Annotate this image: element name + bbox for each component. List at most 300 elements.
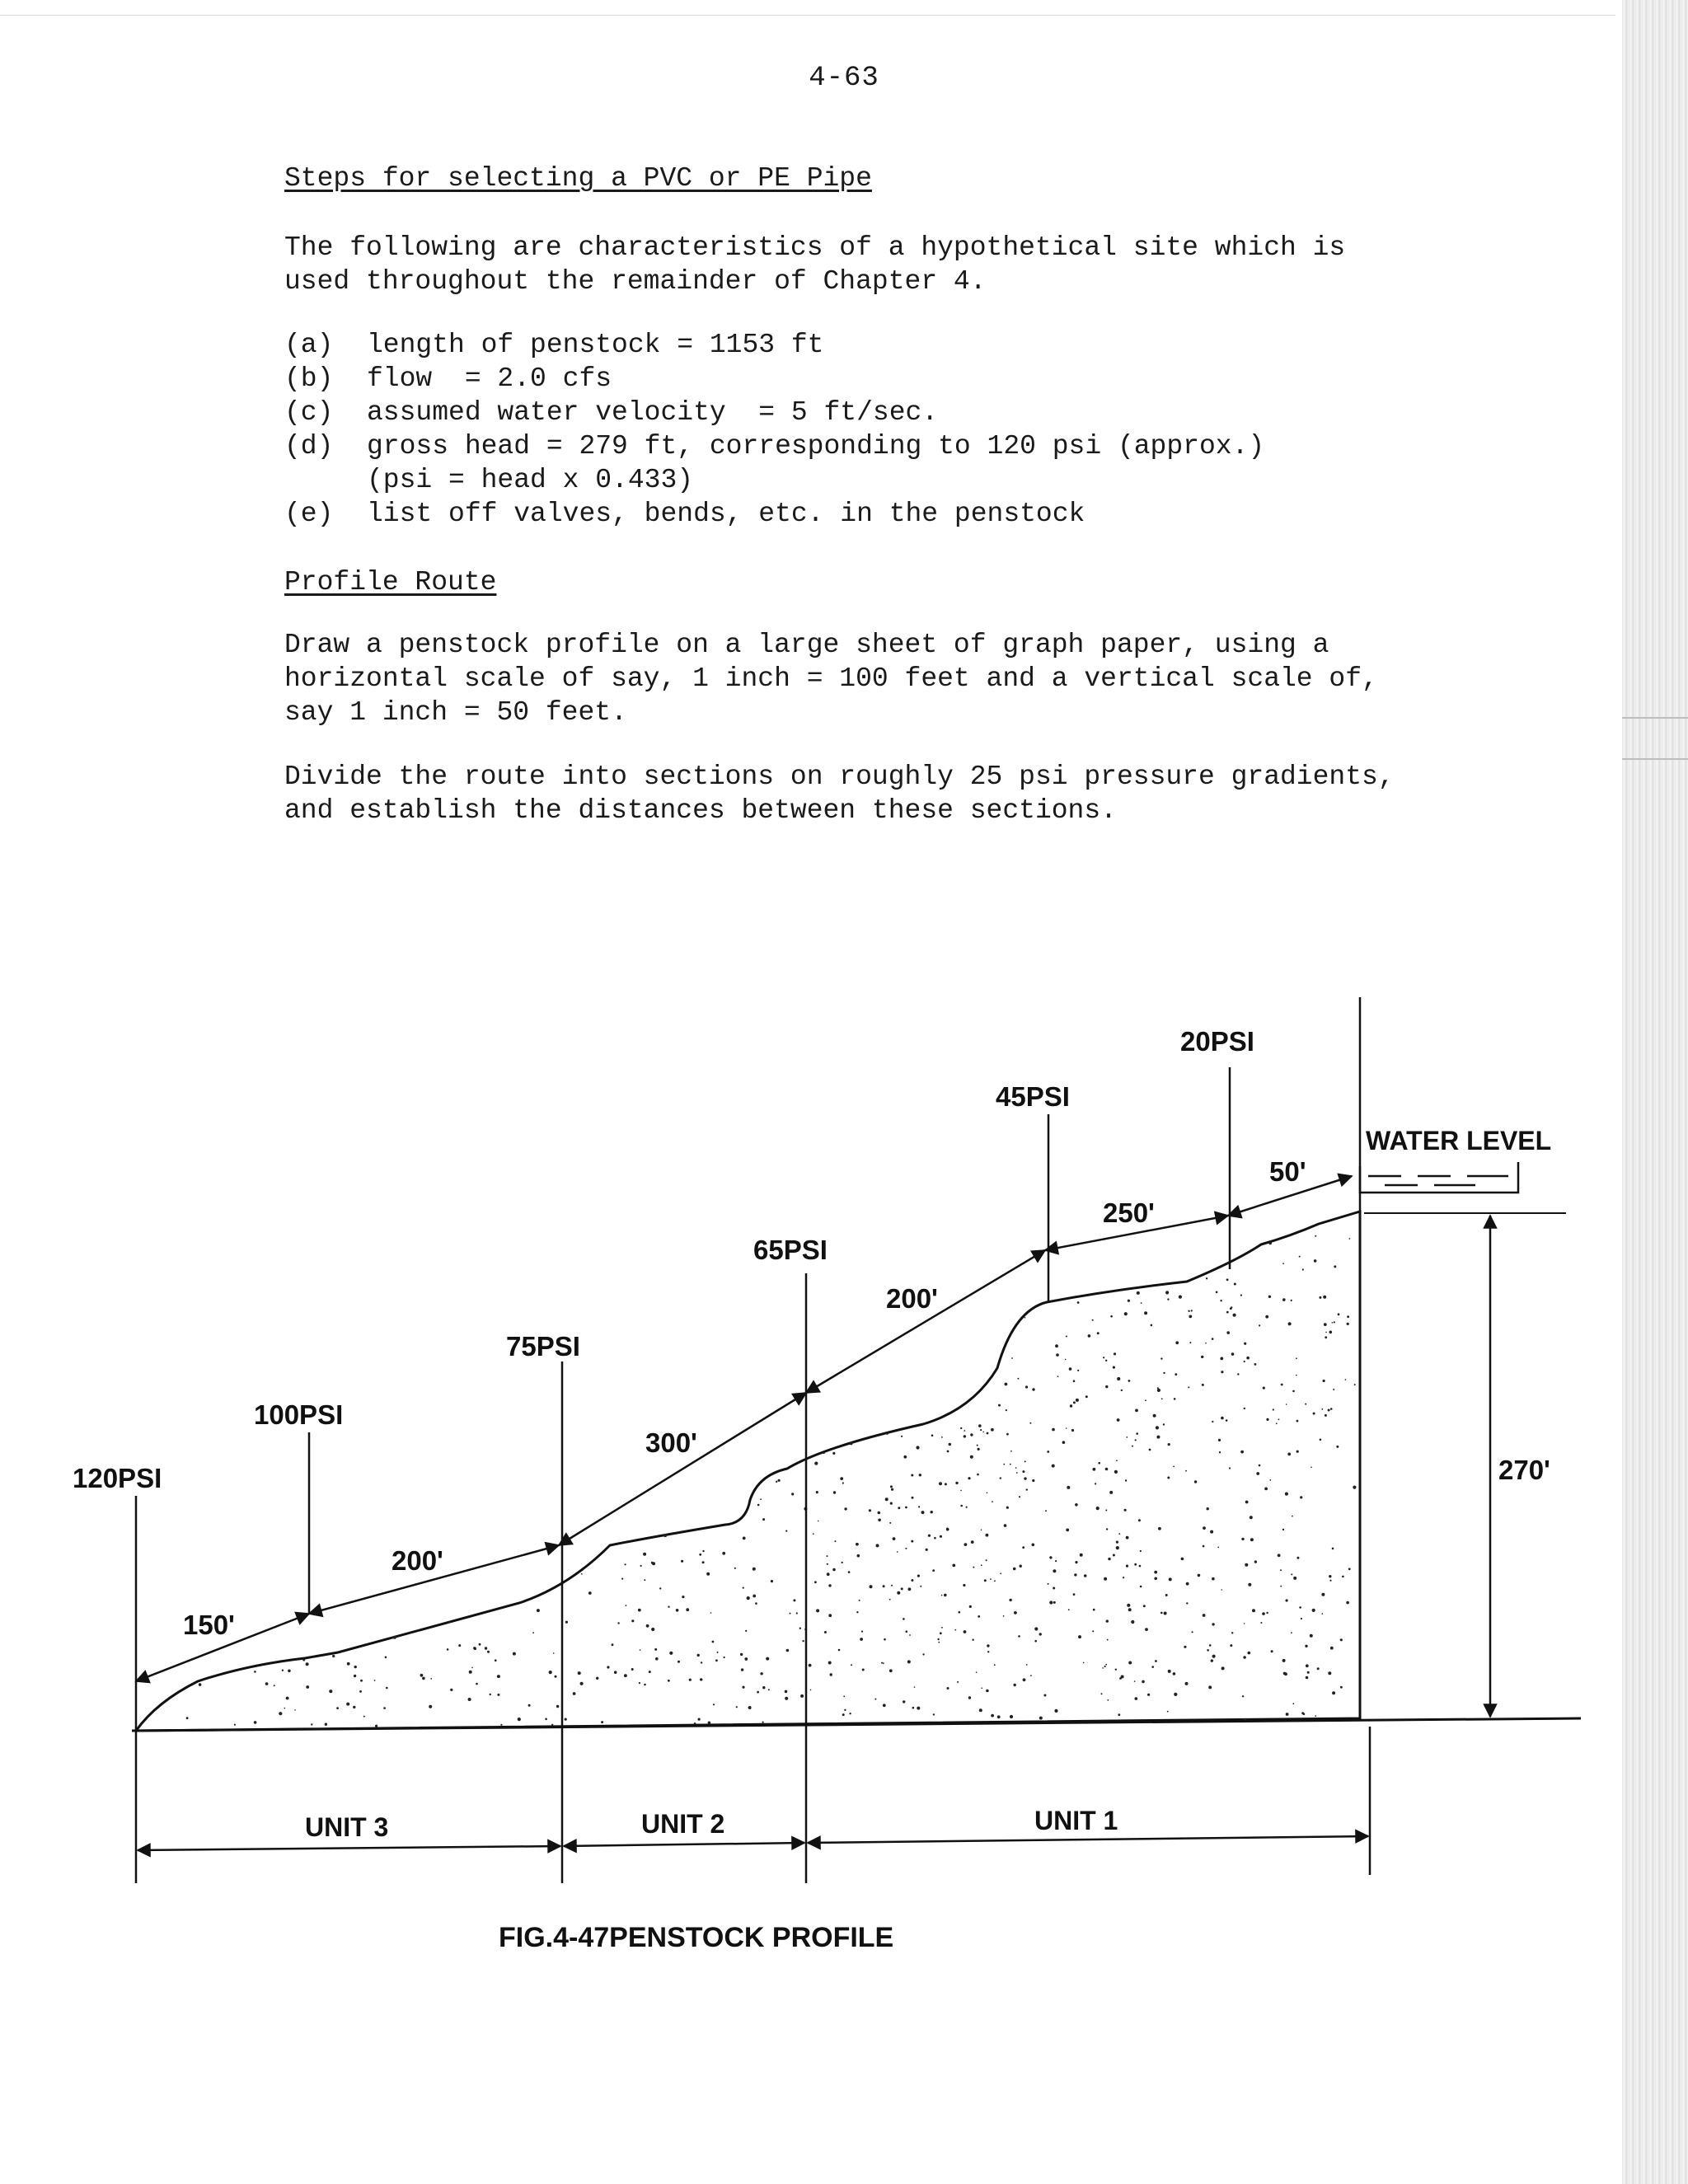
stipple-dot xyxy=(669,1652,673,1655)
stipple-dot xyxy=(760,1672,762,1675)
stipple-dot xyxy=(964,1430,965,1432)
stipple-dot xyxy=(1023,1678,1026,1681)
stipple-dot xyxy=(621,1578,623,1580)
stipple-dot xyxy=(1000,1572,1001,1574)
stipple-dot xyxy=(1121,1390,1123,1391)
stipple-dot xyxy=(1034,1640,1037,1643)
stipple-dot xyxy=(1321,1408,1323,1410)
stipple-dot xyxy=(907,1660,911,1663)
stipple-dot xyxy=(766,1657,769,1661)
stipple-dot xyxy=(1143,1605,1146,1607)
stipple-dot xyxy=(1220,1357,1223,1361)
stipple-dot xyxy=(982,1432,984,1433)
stipple-dot xyxy=(1049,1601,1053,1604)
para-line: Draw a penstock profile on a large sheet of graph paper, using a xyxy=(284,630,1329,660)
segment-length-200a: 200' xyxy=(392,1545,443,1576)
water-level-label: WATER LEVEL xyxy=(1366,1126,1552,1155)
stipple-dot xyxy=(1077,1301,1080,1304)
stipple-dot xyxy=(757,1691,759,1694)
stipple-dot xyxy=(1149,1449,1151,1451)
stipple-dot xyxy=(1068,1609,1070,1610)
terrain-profile xyxy=(136,1212,1360,1731)
stipple-dot xyxy=(294,1709,296,1711)
stipple-dot xyxy=(986,1690,989,1693)
stipple-dot xyxy=(1306,1676,1309,1680)
stipple-dot xyxy=(1230,1644,1232,1647)
stipple-dot xyxy=(234,1724,236,1726)
stipple-dot xyxy=(1226,1331,1230,1334)
stipple-dot xyxy=(1098,1462,1100,1465)
stipple-dot xyxy=(1000,1477,1001,1479)
pressure-label-20psi: 20PSI xyxy=(1180,1026,1254,1057)
stipple-dot xyxy=(1243,1656,1246,1659)
stipple-dot xyxy=(1348,1568,1351,1570)
stipple-dot xyxy=(1010,1715,1013,1718)
stipple-dot xyxy=(1186,1582,1189,1586)
stipple-dot xyxy=(447,1648,449,1651)
stipple-dot xyxy=(1237,1373,1239,1375)
stipple-dot xyxy=(1125,1479,1127,1481)
stipple-dot xyxy=(1163,1423,1165,1425)
stipple-dot xyxy=(901,1587,903,1590)
stipple-dot xyxy=(528,1704,531,1707)
stipple-dot xyxy=(336,1707,339,1709)
stipple-dot xyxy=(1212,1655,1216,1658)
stipple-dot xyxy=(1107,1639,1109,1641)
stipple-dot xyxy=(607,1666,609,1668)
stipple-dot xyxy=(1168,1670,1171,1673)
stipple-dot xyxy=(1186,1602,1188,1604)
stipple-dot xyxy=(1022,1546,1025,1549)
stipple-dot xyxy=(553,1652,555,1654)
stipple-dot xyxy=(987,1432,989,1435)
stipple-dot xyxy=(1262,1612,1265,1615)
stipple-dot xyxy=(1105,1385,1108,1388)
stipple-dot xyxy=(1168,1443,1170,1446)
stipple-dot xyxy=(1211,1659,1213,1661)
stipple-dot xyxy=(914,1686,916,1688)
stipple-dot xyxy=(1030,1675,1032,1676)
stipple-dot xyxy=(393,1636,396,1639)
stipple-dot xyxy=(947,1687,950,1690)
stipple-dot xyxy=(288,1670,291,1673)
stipple-dot xyxy=(518,1718,521,1721)
stipple-dot xyxy=(1340,1686,1343,1689)
figure-caption: FIG.4-47PENSTOCK PROFILE xyxy=(499,1922,894,1953)
stipple-dot xyxy=(963,1584,965,1586)
stipple-dot xyxy=(1032,1479,1034,1482)
stipple-dot xyxy=(984,1579,987,1582)
stipple-dot xyxy=(978,1615,980,1618)
stipple-dot xyxy=(473,1647,476,1649)
stipple-dot xyxy=(1259,1324,1260,1326)
stipple-dot xyxy=(809,1664,812,1667)
stipple-dot xyxy=(1325,1414,1327,1417)
stipple-dot xyxy=(1260,1622,1262,1624)
stipple-dot xyxy=(1055,1560,1057,1562)
stipple-dot xyxy=(978,1448,980,1451)
stipple-dot xyxy=(843,1695,845,1697)
stipple-dot xyxy=(532,1632,534,1633)
stipple-dot xyxy=(626,1605,627,1606)
stipple-dot xyxy=(596,1677,598,1680)
stipple-dot xyxy=(1055,1344,1058,1347)
stipple-dot xyxy=(1329,1580,1331,1582)
stipple-dot xyxy=(1057,1376,1059,1377)
stipple-dot xyxy=(1065,1359,1067,1361)
stipple-dot xyxy=(347,1662,350,1666)
stipple-dot xyxy=(1056,1353,1059,1357)
stipple-dot xyxy=(302,1659,305,1661)
stipple-dot xyxy=(1118,1533,1120,1535)
stipple-dot xyxy=(1071,1429,1074,1432)
stipple-dot xyxy=(1128,1380,1131,1382)
stipple-dot xyxy=(1189,1342,1191,1343)
stipple-dot xyxy=(430,1678,432,1680)
stipple-dot xyxy=(918,1506,920,1507)
stipple-dot xyxy=(998,1404,1001,1407)
stipple-dot xyxy=(860,1638,863,1641)
stipple-dot xyxy=(884,1638,886,1641)
stipple-dot xyxy=(813,1533,814,1535)
stipple-dot xyxy=(643,1553,646,1556)
stipple-dot xyxy=(1124,1312,1128,1315)
stipple-dot xyxy=(1104,1666,1106,1667)
stipple-dot xyxy=(1118,1713,1120,1716)
list-text: list off valves, bends, etc. in the penstock xyxy=(367,499,1085,529)
stipple-dot xyxy=(869,1509,871,1511)
segment-length-300: 300' xyxy=(645,1427,697,1458)
stipple-dot xyxy=(830,1673,832,1675)
stipple-dot xyxy=(422,1677,425,1680)
stipple-dot xyxy=(859,1600,860,1601)
stipple-dot xyxy=(1151,1324,1153,1327)
stipple-dot xyxy=(1157,1389,1160,1392)
stipple-dot xyxy=(919,1474,921,1476)
stipple-dot xyxy=(1109,1491,1113,1494)
stipple-dot xyxy=(970,1455,973,1459)
stipple-dot xyxy=(1003,1464,1005,1465)
stipple-dot xyxy=(1207,1649,1209,1652)
stipple-dot xyxy=(934,1537,936,1540)
stipple-dot xyxy=(588,1591,592,1595)
stipple-dot xyxy=(1219,1451,1221,1453)
stipple-dot xyxy=(1015,1467,1017,1469)
pressure-label-65psi: 65PSI xyxy=(753,1235,828,1265)
stipple-dot xyxy=(997,1715,1001,1718)
stipple-dot xyxy=(1173,1466,1175,1468)
stipple-dot xyxy=(1226,1278,1229,1281)
stipple-dot xyxy=(827,1563,828,1565)
stipple-dot xyxy=(878,1511,881,1515)
stipple-dot xyxy=(1105,1510,1107,1511)
stipple-dot xyxy=(844,1507,846,1510)
stipple-dot xyxy=(1078,1635,1081,1638)
stipple-dot xyxy=(920,1586,921,1587)
water-tank xyxy=(1360,1162,1518,1193)
stipple-dot xyxy=(1317,1667,1320,1670)
stipple-dot xyxy=(939,1482,942,1485)
stipple-dot xyxy=(886,1433,888,1435)
stipple-dot xyxy=(971,1540,974,1544)
stipple-dot xyxy=(1080,1554,1083,1557)
stipple-dot xyxy=(960,1427,962,1429)
stipple-dot xyxy=(1315,1715,1316,1717)
stipple-dot xyxy=(848,1571,851,1573)
stipple-dot xyxy=(1282,1659,1286,1662)
stipple-dot xyxy=(1175,1373,1177,1376)
pressure-label-120psi: 120PSI xyxy=(73,1463,162,1493)
stipple-dot xyxy=(1189,1315,1192,1319)
stipple-dot xyxy=(1179,1296,1182,1299)
pressure-label-100psi: 100PSI xyxy=(254,1399,344,1430)
stipple-dot xyxy=(897,1591,900,1595)
stipple-dot xyxy=(1092,1630,1094,1632)
stipple-dot xyxy=(964,1435,966,1437)
stipple-dot xyxy=(471,1667,473,1669)
stipple-dot xyxy=(1282,1529,1284,1530)
stipple-dot xyxy=(931,1511,933,1513)
stipple-dot xyxy=(1293,1577,1296,1580)
stipple-dot xyxy=(755,1602,757,1605)
stipple-dot xyxy=(1039,1633,1042,1635)
stipple-dot xyxy=(254,1671,256,1673)
stipple-dot xyxy=(1278,1418,1280,1420)
stipple-dot xyxy=(1313,1413,1315,1415)
unit2-dimension-arrow xyxy=(564,1843,804,1846)
stipple-dot xyxy=(1013,1568,1016,1571)
stipple-dot xyxy=(990,1578,992,1580)
stipple-dot xyxy=(1034,1627,1038,1630)
stipple-dot xyxy=(1010,1464,1011,1465)
stipple-dot xyxy=(702,1550,704,1552)
stipple-dot xyxy=(601,1721,603,1723)
stipple-dot xyxy=(762,1686,765,1689)
stipple-dot xyxy=(1075,1561,1077,1563)
stipple-dot xyxy=(1009,1599,1011,1601)
list-label: (a) xyxy=(284,330,334,360)
list-continuation: (psi = head x 0.433) xyxy=(367,465,694,495)
stipple-dot xyxy=(375,1725,377,1727)
stipple-dot xyxy=(1126,1565,1128,1568)
stipple-dot xyxy=(1310,1634,1313,1638)
stipple-dot xyxy=(1156,1436,1160,1439)
stipple-dot xyxy=(1226,1263,1228,1264)
stipple-dot xyxy=(1248,1652,1251,1655)
stipple-dot xyxy=(941,1595,943,1596)
stipple-dot xyxy=(1349,1238,1351,1240)
stipple-dot xyxy=(1134,1680,1136,1682)
stipple-dot xyxy=(818,1521,819,1522)
stipple-dot xyxy=(1070,1404,1072,1407)
stipple-dot xyxy=(890,1502,893,1505)
stipple-dot xyxy=(699,1554,701,1556)
stipple-dot xyxy=(1123,1577,1124,1578)
stipple-dot xyxy=(1242,1695,1244,1697)
segment-length-200b: 200' xyxy=(886,1283,938,1314)
stipple-dot xyxy=(776,1481,777,1483)
stipple-dot xyxy=(1144,1311,1147,1315)
stipple-dot xyxy=(420,1674,424,1677)
stipple-dot xyxy=(1006,1507,1009,1509)
stipple-dot xyxy=(1296,1451,1299,1453)
stipple-dot xyxy=(1201,1356,1203,1358)
stipple-dot xyxy=(747,1596,750,1600)
stipple-dot xyxy=(862,1669,865,1671)
stipple-dot xyxy=(973,1567,974,1568)
stipple-dot xyxy=(1126,1436,1128,1438)
stipple-dot xyxy=(1207,1507,1209,1510)
stipple-dot xyxy=(828,1584,831,1586)
stipple-dot xyxy=(631,1668,634,1671)
stipple-dot xyxy=(580,1682,584,1685)
stipple-dot xyxy=(701,1661,702,1663)
stipple-dot xyxy=(1210,1530,1213,1534)
stipple-dot xyxy=(1330,1647,1334,1650)
stipple-dot xyxy=(1205,1343,1207,1344)
stipple-dot xyxy=(972,1639,973,1641)
stipple-dot xyxy=(1025,1317,1026,1319)
stipple-dot xyxy=(1301,1712,1304,1714)
stipple-dot xyxy=(573,1692,576,1695)
stipple-dot xyxy=(1276,1422,1278,1424)
segment-length-50: 50' xyxy=(1269,1156,1306,1187)
stipple-dot xyxy=(448,1621,450,1623)
stipple-dot xyxy=(676,1609,679,1612)
stipple-dot xyxy=(1209,1644,1212,1647)
stipple-dot xyxy=(1291,1632,1292,1633)
stipple-dot xyxy=(1221,1589,1222,1591)
stipple-dot xyxy=(793,1599,795,1601)
stipple-dot xyxy=(911,1579,913,1582)
stipple-dot xyxy=(329,1690,332,1693)
stipple-dot xyxy=(1073,1380,1076,1382)
stipple-dot xyxy=(905,1507,907,1509)
stipple-dot xyxy=(649,1671,651,1673)
stipple-dot xyxy=(748,1706,752,1709)
stipple-dot xyxy=(970,1433,973,1436)
height-label: 270' xyxy=(1498,1455,1550,1485)
stipple-dot xyxy=(651,1628,654,1631)
stipple-dot xyxy=(458,1644,461,1647)
stipple-dot xyxy=(741,1668,743,1671)
stipple-dot xyxy=(1244,1623,1245,1624)
stipple-dot xyxy=(374,1680,376,1681)
stipple-dot xyxy=(1288,1322,1292,1325)
stipple-dot xyxy=(1140,1550,1142,1552)
stipple-dot xyxy=(556,1705,559,1708)
stipple-dot xyxy=(1024,1477,1026,1479)
stipple-dot xyxy=(757,1504,760,1507)
stipple-dot xyxy=(1271,1650,1273,1652)
stipple-dot xyxy=(986,1534,989,1537)
stipple-dot xyxy=(1244,1343,1246,1345)
stipple-dot xyxy=(1285,1493,1288,1496)
stipple-dot xyxy=(712,1641,715,1643)
stipple-dot xyxy=(1160,1357,1162,1359)
stipple-dot xyxy=(1126,1536,1129,1540)
stipple-dot xyxy=(1268,1242,1272,1245)
stipple-dot xyxy=(1005,1383,1008,1386)
stipple-dot xyxy=(1342,1576,1344,1578)
stipple-dot xyxy=(1115,1669,1117,1671)
stipple-dot xyxy=(1226,1311,1229,1314)
stipple-dot xyxy=(1330,1408,1333,1410)
stipple-dot xyxy=(979,1708,982,1712)
stipple-dot xyxy=(1218,1439,1221,1441)
stipple-dot xyxy=(265,1682,269,1685)
stipple-dot xyxy=(614,1671,617,1674)
stipple-dot xyxy=(1250,1538,1254,1541)
stipple-dot xyxy=(734,1568,736,1569)
stipple-dot xyxy=(1231,1632,1233,1633)
list-label: (b) xyxy=(284,363,334,394)
stipple-dot xyxy=(1287,1453,1291,1456)
stipple-dot xyxy=(1266,1418,1268,1421)
stipple-dot xyxy=(954,1629,956,1631)
stipple-dot xyxy=(1328,1409,1330,1412)
list-text: assumed water velocity = 5 ft/sec. xyxy=(367,397,939,428)
stipple-dot xyxy=(360,1680,363,1682)
stipple-dot xyxy=(1284,1672,1287,1675)
stipple-dot xyxy=(824,1631,827,1633)
stipple-dot xyxy=(1018,1635,1020,1638)
stipple-dot xyxy=(668,1606,669,1608)
stipple-dot xyxy=(1084,1574,1087,1577)
stipple-dot xyxy=(1127,1604,1130,1607)
stipple-dot xyxy=(1252,1609,1255,1612)
stipple-dot xyxy=(638,1609,641,1612)
stipple-dot xyxy=(1022,1470,1025,1473)
stipple-dot xyxy=(743,1587,744,1589)
stipple-dot xyxy=(844,1709,846,1711)
stipple-dot xyxy=(1153,1414,1156,1418)
stipple-dot xyxy=(1282,1298,1286,1301)
stipple-dot xyxy=(612,1643,614,1646)
stipple-dot xyxy=(1108,1558,1110,1560)
stipple-dot xyxy=(1105,1360,1107,1361)
stipple-dot xyxy=(890,1485,893,1488)
stipple-dot xyxy=(1263,1387,1265,1390)
stipple-dot xyxy=(565,1621,568,1624)
stipple-dot xyxy=(1230,1307,1232,1310)
stipple-dot xyxy=(1212,1421,1213,1422)
stipple-dot xyxy=(385,1657,387,1659)
stipple-dot xyxy=(740,1653,743,1656)
stipple-dot xyxy=(1010,1451,1012,1452)
stipple-dot xyxy=(922,1653,924,1655)
stipple-dot xyxy=(1217,1547,1219,1549)
stipple-dot xyxy=(1185,1470,1187,1472)
stipple-dot xyxy=(1145,1399,1146,1401)
stipple-dot xyxy=(901,1436,903,1437)
stipple-dot xyxy=(1054,1709,1057,1713)
stipple-dot xyxy=(697,1654,700,1657)
stipple-dot xyxy=(1049,1556,1052,1558)
stipple-dot xyxy=(1167,1477,1170,1479)
stipple-dot xyxy=(1241,1538,1244,1540)
stipple-dot xyxy=(1266,1612,1268,1614)
stipple-dot xyxy=(578,1671,581,1675)
stipple-dot xyxy=(1039,1717,1043,1720)
stipple-dot xyxy=(1173,1672,1176,1675)
stipple-dot xyxy=(851,1664,852,1666)
stipple-dot xyxy=(992,1501,993,1502)
stipple-dot xyxy=(1268,1296,1271,1298)
stipple-dot xyxy=(1011,1357,1013,1359)
stipple-dot xyxy=(354,1675,356,1677)
stipple-dot xyxy=(386,1687,388,1690)
